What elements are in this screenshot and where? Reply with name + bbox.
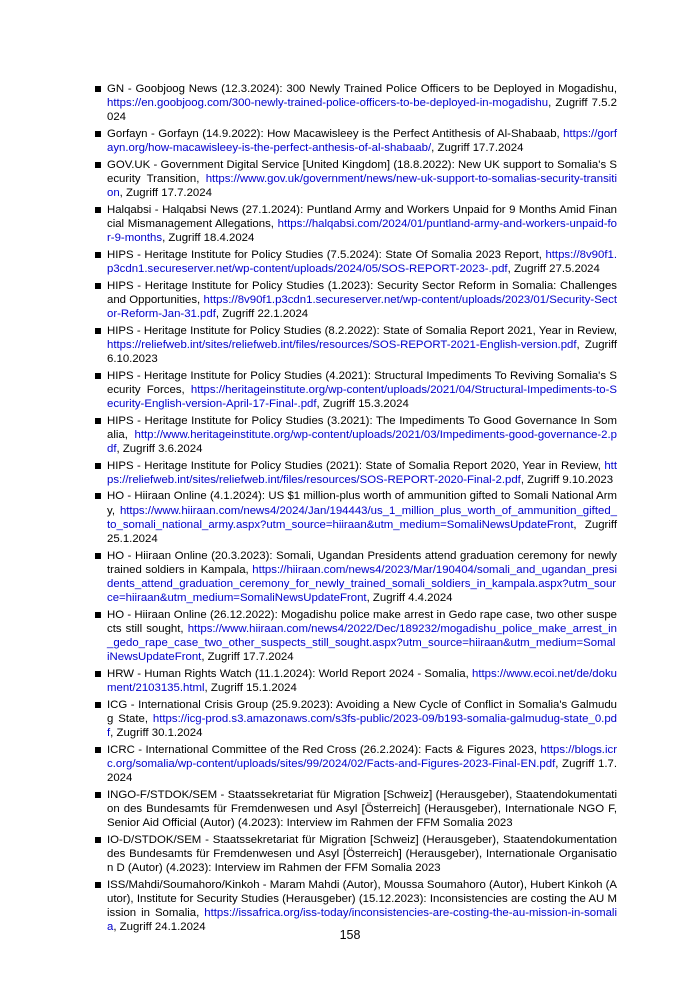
reference-link[interactable]: https://reliefweb.int/sites/reliefweb.int/files/resources/SOS-REPORT-2021-English-version.pdf [107, 338, 577, 351]
reference-item [95, 489, 617, 546]
reference-link[interactable]: https://gorfayn.org/how-macawisleey-is-the-perfect-anthesis-of-al-shabaab/ [107, 128, 617, 155]
square-bullet-icon [95, 747, 101, 753]
reference-link[interactable]: https://www.hiiraan.com/news4/2024/Jan/194443/us_1_million_plus_worth_of_ammunition_gifted_to_somali_national_army.aspx?utm_source=hiiraan&utm_medium=SomaliNewsUpdateFront [107, 504, 617, 531]
reference-suffix: , Zugriff 7.5.2024 [107, 97, 617, 124]
square-bullet-icon [95, 131, 101, 137]
reference-text: HIPS - Heritage Institute for Policy Studies (1.2023): Security Sector Reform in Somalia: Challenges and Opportunities, [107, 279, 617, 306]
square-bullet-icon [95, 418, 101, 424]
reference-text: Gorfayn - Gorfayn (14.9.2022): How Macawisleey is the Perfect Antithesis of Al-Shabaab, [107, 128, 564, 140]
square-bullet-icon [95, 207, 101, 213]
reference-suffix: , Zugriff 30.1.2024 [110, 727, 203, 740]
reference-suffix: , Zugriff 27.5.2024 [507, 263, 600, 275]
reference-text: ICG - International Crisis Group (25.9.2023): Avoiding a New Cycle of Conflict in Somalia's Galmudug State, [107, 698, 617, 725]
reference-link[interactable]: https://reliefweb.int/sites/reliefweb.int/files/resources/SOS-REPORT-2020-Final-2.pdf [107, 459, 617, 486]
reference-text: ISS/Mahdi/Soumahoro/Kinkoh - Maram Mahdi (Autor), Moussa Soumahoro (Autor), Hubert Kinkoh (Autor), Institute for Security Studies (Herausgeber) (15.12.2023): Inconsistencies are costing the AU Mission in Somalia, [107, 878, 617, 920]
reference-item [95, 279, 617, 322]
square-bullet-icon [95, 328, 101, 334]
reference-item [95, 667, 617, 695]
reference-text: HIPS - Heritage Institute for Policy Studies (8.2.2022): State of Somalia Report 2021, Year in Review, [107, 324, 617, 337]
square-bullet-icon [95, 553, 101, 559]
reference-item [95, 608, 617, 665]
square-bullet-icon [95, 162, 101, 168]
reference-item [95, 878, 617, 935]
reference-link[interactable]: https://www.gov.uk/government/news/new-uk-support-to-somalias-security-transition [107, 173, 617, 200]
square-bullet-icon [95, 283, 101, 289]
square-bullet-icon [95, 463, 101, 469]
reference-link[interactable]: https://8v90f1.p3cdn1.secureserver.net/wp-content/uploads/2024/05/SOS-REPORT-2023-.pdf [107, 248, 617, 275]
square-bullet-icon [95, 837, 101, 843]
reference-suffix: , Zugriff 22.1.2024 [215, 308, 309, 320]
reference-item [95, 158, 617, 201]
square-bullet-icon [95, 373, 101, 379]
reference-link[interactable]: https://www.ecoi.net/de/dokument/2103135.html [107, 668, 617, 695]
reference-item [95, 549, 617, 606]
reference-item [95, 414, 617, 457]
reference-text: HO - Hiiraan Online (4.1.2024): US $1 million-plus worth of ammunition gifted to Somali National Army, [107, 490, 617, 517]
square-bullet-icon [95, 792, 101, 798]
square-bullet-icon [95, 702, 101, 708]
reference-text: HIPS - Heritage Institute for Policy Studies (2021): State of Somalia Report 2020, Year in Review, [107, 459, 605, 472]
reference-item [95, 698, 617, 741]
reference-link[interactable]: https://8v90f1.p3cdn1.secureserver.net/wp-content/uploads/2023/01/Security-Sector-Reform-Jan-31.pdf [107, 293, 617, 320]
square-bullet-icon [95, 612, 101, 618]
reference-text: ICRC - International Committee of the Red Cross (26.2.2024): Facts & Figures 2023, [107, 743, 541, 756]
reference-link[interactable]: https://halqabsi.com/2024/01/puntland-army-and-workers-unpaid-for-9-months [107, 218, 617, 245]
square-bullet-icon [95, 493, 101, 499]
reference-text: HIPS - Heritage Institute for Policy Studies (7.5.2024): State Of Somalia 2023 Report, [107, 248, 546, 261]
reference-text: HIPS - Heritage Institute for Policy Studies (3.2021): The Impediments To Good Governance In Somalia, [107, 414, 617, 441]
reference-list [95, 82, 617, 937]
reference-item [95, 203, 617, 246]
reference-item [95, 248, 617, 276]
reference-text: HIPS - Heritage Institute for Policy Studies (4.2021): Structural Impediments To Reviving Somalia's Security Forces, [107, 369, 617, 396]
reference-item [95, 82, 617, 125]
reference-item [95, 833, 617, 876]
reference-item [95, 127, 617, 155]
reference-link[interactable]: https://issafrica.org/iss-today/inconsistencies-are-costing-the-au-mission-in-somalia [107, 907, 617, 934]
reference-link[interactable]: https://heritageinstitute.org/wp-content/uploads/2021/04/Structural-Impediments-to-Security-English-version-April-17-Final-.pdf [107, 383, 617, 410]
reference-text: IO-D/STDOK/SEM - Staatssekretariat für Migration [Schweiz] (Herausgeber), Staatendokumentation des Bundesamts für Fremdenwesen und Asyl [Österreich] (Herausgeber), Internationale Organisation D (Autor) (4.2023): Interview im Rahmen der FFM Somalia 2023 [107, 833, 617, 875]
reference-suffix: , Zugriff 4.4.2024 [366, 592, 453, 605]
reference-link[interactable]: https://blogs.icrc.org/somalia/wp-content/uploads/sites/99/2024/02/Facts-and-Figures-2023-Final-EN.pdf [107, 743, 617, 770]
reference-item [95, 324, 617, 367]
reference-suffix: , Zugriff 9.10.2023 [520, 473, 614, 486]
page-number: 158 [339, 928, 361, 942]
reference-link[interactable]: https://www.hiiraan.com/news4/2022/Dec/189232/mogadishu_police_make_arrest_in_gedo_rape_case_two_other_suspects_still_sought.aspx?utm_source=hiiraan&utm_medium=SomaliNewsUpdateFront [107, 623, 617, 664]
reference-text: HRW - Human Rights Watch (11.1.2024): World Report 2024 - Somalia, [107, 668, 472, 680]
square-bullet-icon [95, 671, 101, 677]
reference-suffix: , Zugriff 3.6.2024 [116, 443, 203, 455]
reference-text: GOV.UK - Government Digital Service [United Kingdom] (18.8.2022): New UK support to Somalia's Security Transition, [107, 158, 617, 185]
reference-item [95, 459, 617, 487]
reference-text: Halqabsi - Halqabsi News (27.1.2024): Puntland Army and Workers Unpaid for 9 Months Amid Financial Mismanagement Allegations, [107, 203, 617, 230]
reference-text: HO - Hiiraan Online (20.3.2023): Somali, Ugandan Presidents attend graduation ceremony for newly trained soldiers in Kampala, [107, 549, 617, 576]
reference-suffix: , Zugriff 25.1.2024 [107, 518, 617, 545]
reference-link[interactable]: http://www.heritageinstitute.org/wp-content/uploads/2021/03/Impediments-good-governance-2.pdf [107, 428, 617, 455]
reference-item [95, 743, 617, 786]
reference-suffix: , Zugriff 18.4.2024 [162, 232, 255, 245]
reference-link[interactable]: https://en.goobjoog.com/300-newly-trained-police-officers-to-be-deployed-in-mogadishu [107, 97, 549, 110]
reference-link[interactable]: https://icg-prod.s3.amazonaws.com/s3fs-public/2023-09/b193-somalia-galmudug-state_0.pdf [107, 713, 617, 740]
reference-item [95, 369, 617, 412]
square-bullet-icon [95, 86, 101, 92]
reference-text: GN - Goobjoog News (12.3.2024): 300 Newly Trained Police Officers to be Deployed in Mogadishu, [107, 83, 617, 95]
reference-suffix: , Zugriff 24.1.2024 [113, 921, 206, 934]
reference-link[interactable]: https://hiiraan.com/news4/2023/Mar/190404/somali_and_ugandan_presidents_attend_graduation_ceremony_for_newly_trained_somali_soldiers_in_kampala.aspx?utm_source=hiiraan&utm_medium=SomaliNewsUpdateFront [107, 563, 617, 605]
reference-text: INGO-F/STDOK/SEM - Staatssekretariat für Migration [Schweiz] (Herausgeber), Staatendokumentation des Bundesamts für Fremdenwesen und Asyl [Österreich] (Herausgeber), Internationale NGO F, Senior Aid Official (Autor) (4.2023): Interview im Rahmen der FFM Somalia 2023 [107, 788, 617, 830]
reference-suffix: , Zugriff 17.7.2024 [431, 142, 524, 155]
square-bullet-icon [95, 882, 101, 888]
reference-item [95, 788, 617, 831]
square-bullet-icon [95, 252, 101, 258]
reference-suffix: , Zugriff 6.10.2023 [107, 338, 617, 365]
reference-suffix: , Zugriff 15.3.2024 [316, 398, 409, 410]
reference-suffix: , Zugriff 1.7.2024 [107, 758, 617, 785]
reference-text: HO - Hiiraan Online (26.12.2022): Mogadishu police make arrest in Gedo rape case, two other suspects still sought, [107, 608, 617, 635]
reference-suffix: , Zugriff 17.7.2024 [119, 187, 212, 200]
reference-suffix: , Zugriff 17.7.2024 [201, 651, 294, 664]
reference-suffix: , Zugriff 15.1.2024 [204, 682, 297, 695]
